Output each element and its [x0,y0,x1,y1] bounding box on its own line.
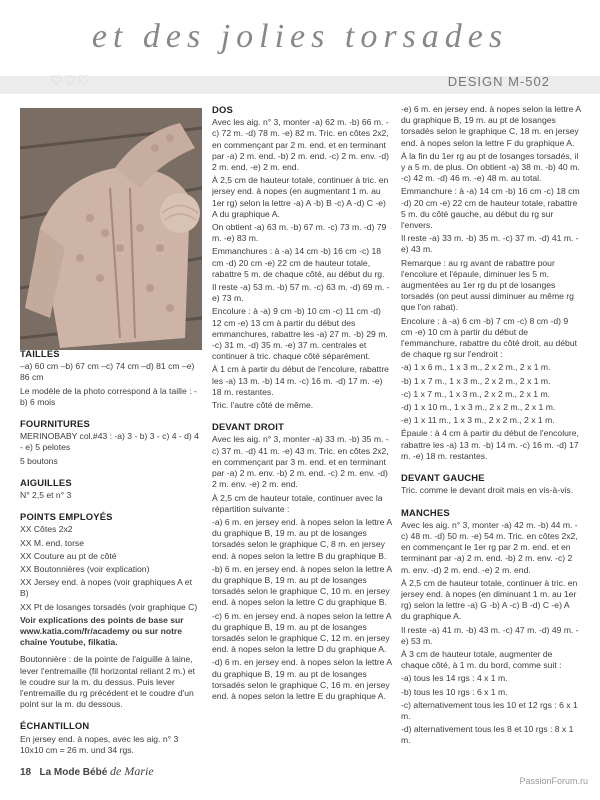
devant-droit-cont: Remarque : au rg avant de rabattre pour l'encolure et l'épaule, diminuer les 5 m. augmentées au 1er rg du pt de losanges torsadés (on peut aussi diminuer au même rg que l'on rabat). [401,257,574,313]
dos-paragraph: À 1 cm à partir du début de l'encolure, rabattre les -a) 13 m. -b) 14 m. -c) 16 m. -d) 17 m. -e) 18 m. restantes. [212,364,389,397]
point-item: XX Couture au pt de côté [20,550,117,561]
manches-paragraph: À 3 cm de hauteur totale, augmenter de chaque côté, à 1 m. du bord, comme suit : [401,648,562,671]
devant-gauche-text: Tric. comme le devant droit mais en vis-à-vis. [401,485,574,496]
manches-paragraph: À 2,5 cm de hauteur totale, continuer à tric. en jersey end. à nopes (en diminuant 1 m. au 1er rg) selon la lettre -a) G -b) A -c) B -d) C -e) A du graphique A. [401,577,578,622]
echantillon-heading: ÉCHANTILLON [20,720,90,732]
magazine-name: La Mode Bébé [39,767,108,778]
fournitures-heading: FOURNITURES [20,418,90,430]
aiguilles-heading: AIGUILLES [20,476,72,488]
merino-text: MERINOBABY col.#43 : -a) 3 - b) 3 - c) 4 - d) 4 - e) 5 pelotes [20,431,199,453]
footer [20,764,154,779]
points-heading: POINTS EMPLOYÉS [20,511,113,523]
dos-paragraph: Il reste -a) 53 m. -b) 57 m. -c) 63 m. -d) 69 m. -e) 73 m. [212,282,390,304]
dos-paragraph: Avec les aig. n° 3, monter -a) 62 m. -b) 66 m. -c) 72 m. -d) 78 m. -e) 82 m. Tric. en côtes 2x2, en commençant par 2 m. end. et en terminant par -a) 2 m. end. -b) 2 m. end. -c) 2 m. env. -d) 2 m. end. -e) 2 m. end. [212,117,390,173]
devant-droit-paragraph: -b) 6 m. en jersey end. à nopes selon la lettre A du graphique B, 19 m. au pt de losanges torsadés selon le graphique C, 10 m. en jersey end. à nopes selon la lettre C du graphique B. [212,563,392,608]
manches-paragraph: -d) alternativement tous les 8 et 10 rgs : 8 x 1 m. [401,724,574,746]
devant-droit-paragraph: -d) 6 m. en jersey end. à nopes selon la lettre A du graphique B, 19 m. au pt de losanges torsadés selon le graphique C, 16 m. en jersey end. à nopes selon la lettre E du graphique A. [212,657,392,701]
watermark: PassionForum.ru [519,776,588,786]
devant-droit-paragraph: -c) 6 m. en jersey end. à nopes selon la lettre A du graphique B, 19 m. au pt de losanges torsadés selon le graphique C, 12 m. en jersey end. à nopes selon la lettre D du graphique A. [212,610,392,655]
encolure-row: -e) 1 x 11 m., 1 x 3 m., 2 x 2 m., 2 x 1 m. [401,415,555,426]
devant-droit-cont: Emmanchure : à -a) 14 cm -b) 16 cm -c) 18 cm -d) 20 cm -e) 22 cm de hauteur totale, rabattre 5 m. du côté gauche, au début du rg sur l'envers. [401,186,580,231]
dos-paragraph: Encolure : à -a) 9 cm -b) 10 cm -c) 11 cm -d) 12 cm -e) 13 cm à partir du début des emmanchures, rabattre les -a) 27 m. -b) 29 m. -c) 31 m. -d) 35 m. -e) 37 m. centrales et continuer à tric. chaque côté séparément. [212,306,388,362]
devant-droit-cont: Encolure : à -a) 6 cm -b) 7 cm -c) 8 cm -d) 9 cm -e) 10 cm à partir du début de l'emmanchure, rabattre du côté droit, au début de chaque rg sur l'endroit : [401,315,578,360]
devant-droit-heading: DEVANT DROIT [212,421,285,433]
design-code: DESIGN M-502 [447,74,550,89]
boutons-text: 5 boutons [20,455,58,466]
column-middle [212,104,392,704]
column-right [401,104,581,749]
hearts-icon: ♡♡♡ [50,72,91,88]
point-item: XX Boutonnières (voir explication) [20,564,150,575]
devant-droit-cont: Il reste -a) 33 m. -b) 35 m. -c) 37 m. -d) 41 m. -e) 43 m. [401,233,579,255]
knit-cardigan-image [20,108,202,350]
echantillon-text: En jersey end. à nopes, avec les aig. n° 3 10x10 cm = 26 m. und 34 rgs. [20,733,179,755]
dos-paragraph: Tric. l'autre côté de même. [212,400,314,411]
point-item: XX M. end. torse [20,537,85,548]
dos-paragraph: Emmanchures : à -a) 14 cm -b) 16 cm -c) 18 cm -d) 20 cm -e) 22 cm de hauteur totale, rabattre 5 m. de chaque côté, au début du rg. [212,246,385,279]
aiguilles-text: N° 2,5 et n° 3 [20,490,72,501]
manches-paragraph: -b) tous les 10 rgs : 6 x 1 m. [401,686,508,697]
page-title: et des jolies torsades [91,18,509,55]
encolure-row: -b) 1 x 7 m., 1 x 3 m., 2 x 2 m., 2 x 1 m. [401,375,551,386]
modele-text: Le modèle de la photo correspond à la taille : -b) 6 mois [20,385,197,407]
manches-paragraph: -c) alternativement tous les 10 et 12 rgs : 6 x 1 m. [401,699,578,721]
manches-paragraph: Avec les aig. n° 3, monter -a) 42 m. -b) 44 m. -c) 48 m. -d) 50 m. -e) 54 m. Tric. en côtes 2x2, en commençant le 1er rg par 2 m. end. et en terminant par -a) 2 m. end. -b) 2 m. env. -c) 2 m. env. -d) 2 m. end. -e) 2 m. end. [401,519,578,575]
boutonniere-text: Boutonnière : de la pointe de l'aiguille à laine, lever l'entremaille (fil horizontal reliant 2 m.) et le coudre sur la m. du dessus. Puis lever l'entremaille du rg précédent et le coudre d'un point sur la m. du dessous. [20,654,196,710]
encolure-row: -c) 1 x 7 m., 1 x 3 m., 2 x 2 m., 2 x 1 m. [401,388,550,399]
dos-paragraph: À 2,5 cm de hauteur totale, continuer à tric. en jersey end. à nopes (en augmentant 1 m. au 1er rg) selon la lettre -a) A -b) B -c) A -d) C -e) A du graphique A. [212,175,389,219]
devant-droit-paragraph: À 2,5 cm de hauteur totale, continuer avec la répartition suivante : [212,492,383,514]
manches-heading: MANCHES [401,506,450,518]
tailles-text: –a) 60 cm –b) 67 cm –c) 74 cm –d) 81 cm –e) 86 cm [20,361,195,383]
product-photo [20,108,202,350]
encolure-row: -d) 1 x 10 m., 1 x 3 m., 2 x 2 m., 2 x 1 m. [401,402,556,413]
point-item: XX Côtes 2x2 [20,524,73,535]
devant-gauche-heading: DEVANT GAUCHE [401,472,485,484]
point-item: XX Pt de losanges torsadés (voir graphique C) [20,601,198,612]
voir-explications-link[interactable]: Voir explications des points de base sur www.katia.com/fr/academy ou sur notre chaîne Youtube, filkatia. [20,614,184,648]
manches-paragraph: -a) tous les 14 rgs : 4 x 1 m. [401,673,508,684]
dos-heading: DOS [212,104,233,115]
manches-paragraph: Il reste -a) 41 m. -b) 43 m. -c) 47 m. -d) 49 m. -e) 53 m. [401,624,579,646]
tailles-heading: TAILLES [20,348,60,359]
point-item: XX Jersey end. à nopes (voir graphiques A et B) [20,577,192,599]
devant-droit-cont: -e) 6 m. en jersey end. à nopes selon la lettre A du graphique B, 19 m. au pt de losanges torsadés selon le graphique C, 18 m. en jersey end. à nopes selon la lettre F du graphique A. [401,104,581,148]
magazine-script: de Marie [110,764,154,778]
devant-droit-paragraph: -a) 6 m. en jersey end. à nopes selon la lettre A du graphique B, 19 m. au pt de losanges torsadés selon le graphique C, 8 m. en jersey end. à nopes selon la lettre B du graphique B. [212,516,392,561]
epaule-text: Épaule : à 4 cm à partir du début de l'encolure, rabattre les -a) 13 m. -b) 14 m. -c) 16 m. -d) 17 m. -e) 18 m. restantes. [401,428,579,461]
column-left [20,348,202,758]
devant-droit-paragraph: Avec les aig. n° 3, monter -a) 33 m. -b) 35 m. -c) 37 m. -d) 41 m. -e) 43 m. Tric. en côtes 2x2, en commençant par 3 m. end. et en terminant par -a) 2 m. env. -b) 2 m. end. -c) 2 m. env. -d) 2 m. env. -e) 2 m. end. [212,434,389,490]
encolure-row: -a) 1 x 6 m., 1 x 3 m., 2 x 2 m., 2 x 1 m. [401,362,551,373]
dos-paragraph: On obtient -a) 63 m. -b) 67 m. -c) 73 m. -d) 79 m. -e) 83 m. [212,222,387,244]
page-number: 18 [20,767,32,778]
devant-droit-cont: À la fin du 1er rg au pt de losanges torsadés, il y a 5 m. de plus. On obtient -a) 38 m. -b) 40 m. -c) 42 m. -d) 46 m. -e) 48 m. au total. [401,150,580,184]
